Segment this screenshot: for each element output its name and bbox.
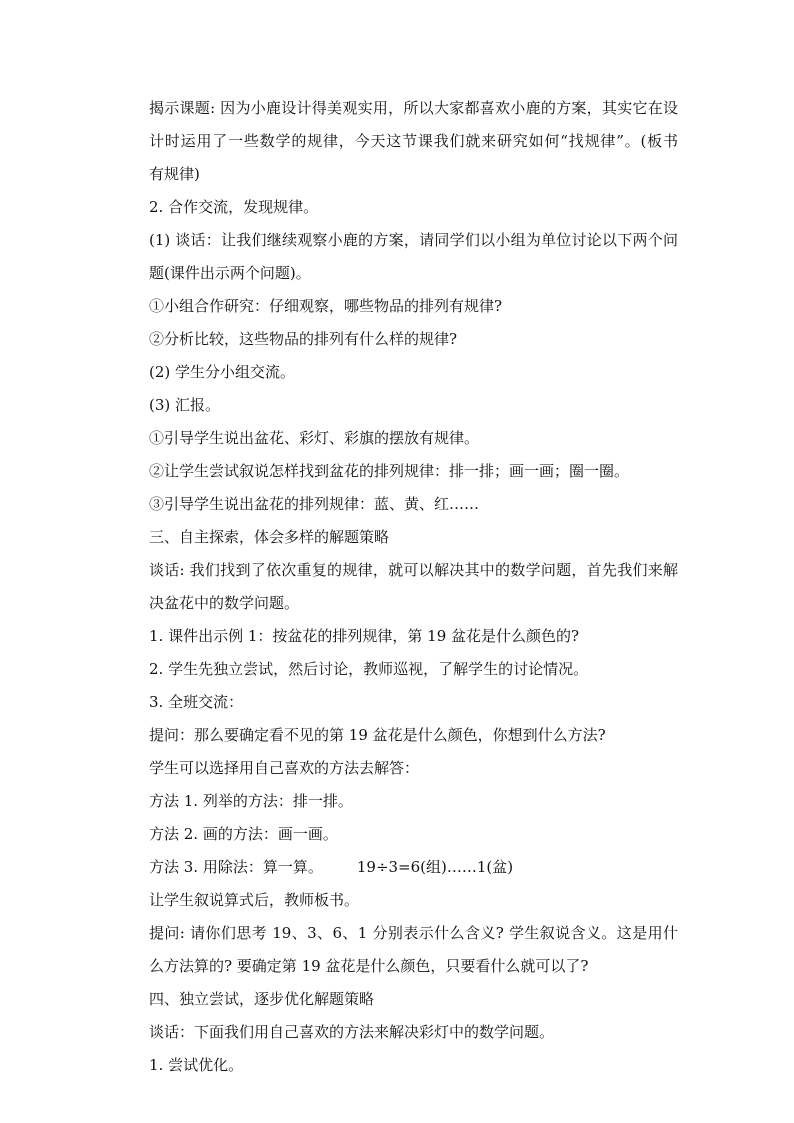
paragraph-question-1: ①小组合作研究：仔细观察，哪些物品的排列有规律? <box>149 297 503 315</box>
paragraph-try: 2. 学生先独立尝试，然后讨论，教师巡视，了解学生的讨论情况。 <box>149 660 589 678</box>
paragraph-intro: 揭示课题: 因为小鹿设计得美观实用，所以大家都喜欢小鹿的方案，其实它在设计时运用了一些数学的规律，今天这节课我们就来研究如何“找规律”。(板书 有规律) <box>149 99 694 183</box>
paragraph-guide-3: ③引导学生说出盆花的排列规律：蓝、黄、红…… <box>149 495 480 513</box>
paragraph-board-writing: 让学生叙说算式后，教师板书。 <box>149 891 360 909</box>
paragraph-talk-2: 谈话: 我们找到了依次重复的规律，就可以解决其中的数学问题，首先我们来解决盆花中的数学问题。 <box>149 561 678 612</box>
paragraph-choose-method: 学生可以选择用自己喜欢的方法去解答： <box>149 759 420 777</box>
paragraph-method-3 <box>118 851 678 884</box>
section-heading-3: 三、自主探索，体会多样的解题策略 <box>149 528 390 546</box>
division-formula: 19÷3=6(组)……1(盆) <box>356 858 514 876</box>
paragraph-report: (3) 汇报。 <box>149 396 221 414</box>
document-body <box>118 92 694 1082</box>
paragraph-method-1: 方法 1. 列举的方法：排一排。 <box>149 792 353 810</box>
paragraph-question-2: ②分析比较，这些物品的排列有什么样的规律? <box>149 330 458 348</box>
paragraph-group-exchange: (2) 学生分小组交流。 <box>149 363 296 381</box>
paragraph-talk-3: 谈话：下面我们用自己喜欢的方法来解决彩灯中的数学问题。 <box>149 1023 555 1041</box>
paragraph-guide-2: ②让学生尝试叙说怎样找到盆花的排列规律：排一排；画一画；圈一圈。 <box>149 462 630 480</box>
paragraph-method-2: 方法 2. 画的方法：画一画。 <box>149 825 338 843</box>
paragraph-guide-1: ①引导学生说出盆花、彩灯、彩旗的摆放有规律。 <box>149 429 480 447</box>
paragraph-talk-1: (1) 谈话：让我们继续观察小鹿的方案，请同学们以小组为单位讨论以下两个问题(课件出示两个问题)。 <box>149 231 678 282</box>
paragraph-ask-1: 提问：那么要确定看不见的第 19 盆花是什么颜色，你想到什么方法? <box>149 726 606 744</box>
section-heading-4: 四、独立尝试，逐步优化解题策略 <box>149 990 375 1008</box>
method-3-label: 方法 3. 用除法：算一算。 <box>149 858 323 876</box>
paragraph-example-1: 1. 课件出示例 1：按盆花的排列规律，第 19 盆花是什么颜色的? <box>149 627 580 645</box>
paragraph-class-exchange: 3. 全班交流： <box>149 693 244 711</box>
paragraph-step-2: 2. 合作交流，发现规律。 <box>149 198 319 216</box>
paragraph-try-optimize: 1. 尝试优化。 <box>149 1056 244 1074</box>
paragraph-ask-2: 提问: 请你们思考 19、3、6、1 分别表示什么含义? 学生叙说含义。这是用什么方法算的? 要确定第 19 盆花是什么颜色，只要看什么就可以了? <box>149 924 678 975</box>
